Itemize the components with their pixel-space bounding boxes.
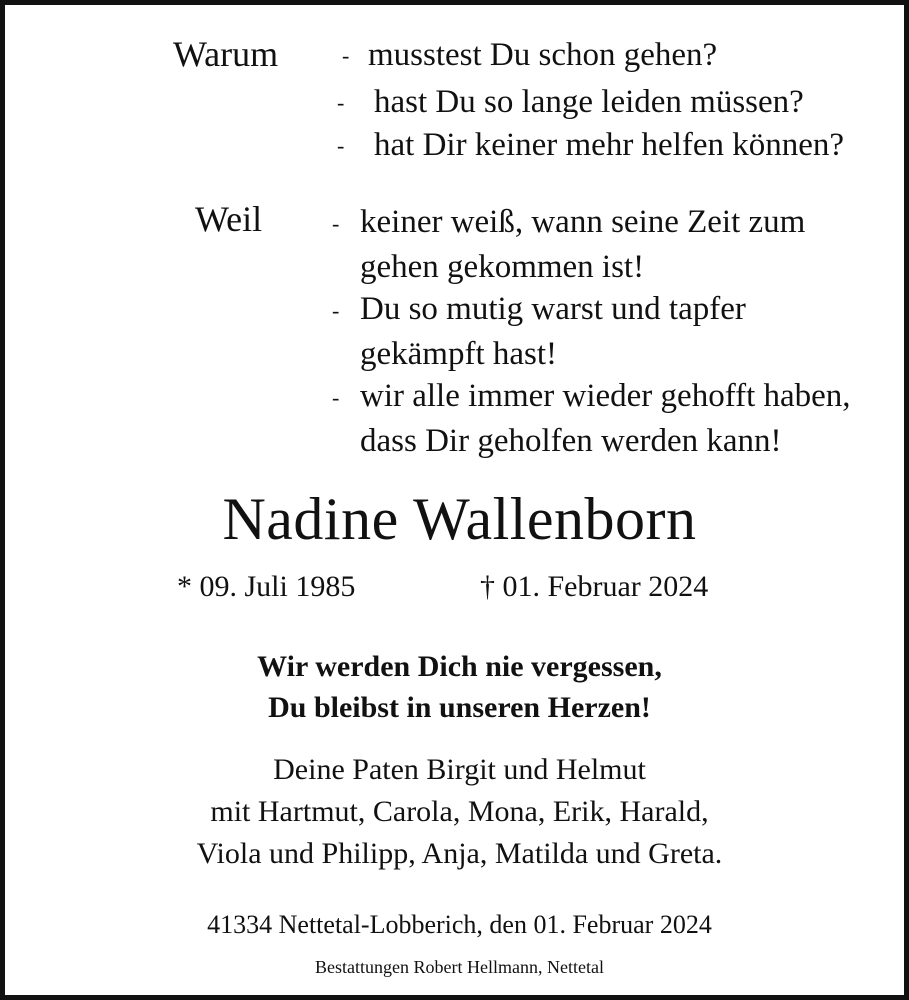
family-line-2: mit Hartmut, Carola, Mona, Erik, Harald, [210, 795, 709, 828]
warum-line-3: hat Dir keiner mehr helfen können? [374, 127, 845, 163]
weil-line-4: gekämpft hast! [360, 336, 558, 372]
death-date: † 01. Februar 2024 [480, 570, 709, 603]
family-line-1: Deine Paten Birgit und Helmut [273, 753, 646, 786]
weil-line-1: keiner weiß, wann seine Zeit zum [360, 204, 806, 240]
family-line-3: Viola und Philipp, Anja, Matilda und Greta. [196, 837, 723, 870]
dash-marker: - [332, 385, 340, 410]
motto-line-2: Du bleibst in unseren Herzen! [268, 691, 651, 724]
birth-date: * 09. Juli 1985 [177, 570, 356, 603]
dash-marker: - [337, 90, 345, 115]
dash-marker: - [332, 211, 340, 236]
dash-marker: - [342, 43, 350, 68]
place-and-date: 41334 Nettetal-Lobberich, den 01. Februar 2024 [207, 910, 712, 939]
weil-line-2: gehen gekommen ist! [360, 249, 645, 285]
dash-marker: - [332, 298, 340, 323]
weil-line-3: Du so mutig warst und tapfer [360, 291, 746, 327]
motto-line-1: Wir werden Dich nie vergessen, [257, 650, 662, 683]
warum-heading: Warum [173, 34, 279, 74]
weil-line-5: wir alle immer wieder gehofft haben, [360, 378, 851, 414]
warum-line-2: hast Du so lange leiden müssen? [374, 84, 804, 120]
weil-line-6: dass Dir geholfen werden kann! [360, 423, 782, 459]
warum-line-1: musstest Du schon gehen? [368, 37, 718, 73]
undertaker: Bestattungen Robert Hellmann, Nettetal [315, 957, 604, 977]
dash-marker: - [337, 133, 345, 158]
weil-heading: Weil [195, 199, 263, 239]
deceased-name: Nadine Wallenborn [222, 486, 697, 552]
